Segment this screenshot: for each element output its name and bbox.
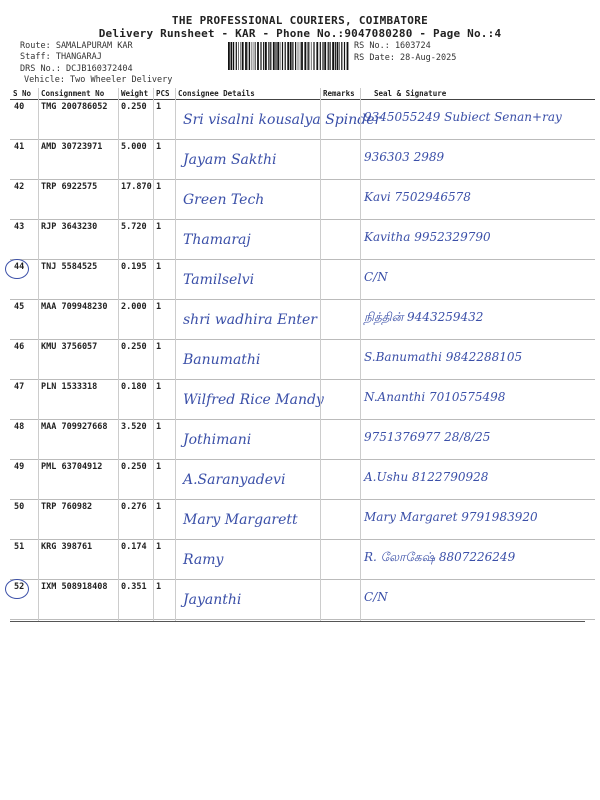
remarks-cell <box>320 500 360 540</box>
consignee-name: Jothimani <box>183 432 252 448</box>
remarks-cell <box>320 540 360 580</box>
consignee-name: Banumathi <box>183 352 261 368</box>
pcs-value: 1 <box>156 102 162 112</box>
table-bottom-rule <box>10 621 585 622</box>
sno-cell: 47 <box>14 382 25 392</box>
sno-cell: 45 <box>14 302 25 312</box>
weight-value: 0.250 <box>121 462 147 472</box>
consignee-name: Tamilselvi <box>183 272 255 288</box>
weight-value: 0.174 <box>121 542 147 552</box>
signature-note: 9345055249 Subiect Senan+ray <box>364 110 562 124</box>
table-row <box>10 460 595 500</box>
col-seal: Seal & Signature <box>360 88 595 100</box>
remarks-cell <box>320 460 360 500</box>
remarks-cell <box>320 100 360 140</box>
consignee-name: Jayam Sakthi <box>183 152 277 168</box>
signature-note: R. லோகேஷ் 8807226249 <box>364 550 516 564</box>
rs-number: RS No.: 1603724 <box>354 41 431 51</box>
signature-note: Kavitha 9952329790 <box>364 230 491 244</box>
consignment-number: KRG 398761 <box>41 542 93 552</box>
remarks-cell <box>320 300 360 340</box>
consignee-name: shri wadhira Enter <box>183 312 317 328</box>
consignee-name: Green Tech <box>183 192 265 208</box>
sno-cell: 42 <box>14 182 25 192</box>
col-weight: Weight <box>118 88 153 100</box>
pcs-value: 1 <box>156 382 162 392</box>
consignment-number: MAA 709927668 <box>41 422 108 432</box>
consignment-number: RJP 3643230 <box>41 222 98 232</box>
pcs-value: 1 <box>156 142 162 152</box>
sno-cell: 40 <box>14 102 25 112</box>
sno-cell: 43 <box>14 222 25 232</box>
remarks-cell <box>320 140 360 180</box>
weight-value: 0.276 <box>121 502 147 512</box>
pcs-value: 1 <box>156 462 162 472</box>
weight-value: 0.351 <box>121 582 147 592</box>
weight-value: 0.250 <box>121 342 147 352</box>
consignee-name: Mary Margarett <box>183 512 298 528</box>
table-row <box>10 220 595 260</box>
pcs-value: 1 <box>156 582 162 592</box>
col-sno: S No <box>10 88 38 100</box>
consignee-name: Thamaraj <box>183 232 251 248</box>
table-row <box>10 180 595 220</box>
runsheet-table <box>10 88 595 620</box>
runsheet-subtitle: Delivery Runsheet - KAR - Phone No.:9047080280 - Page No.:4 <box>98 27 502 40</box>
consignee-name: Sri visalni kousalya Spinder <box>183 112 382 128</box>
sno-cell: 46 <box>14 342 25 352</box>
consignment-number: KMU 3756057 <box>41 342 98 352</box>
rs-date: RS Date: 28-Aug-2025 <box>354 53 457 63</box>
remarks-cell <box>320 340 360 380</box>
table-row <box>10 100 595 140</box>
circle-mark-44 <box>5 259 29 279</box>
table-row <box>10 260 595 300</box>
sno-cell: 44 <box>14 262 25 272</box>
sno-cell: 49 <box>14 462 25 472</box>
pcs-value: 1 <box>156 182 162 192</box>
barcode-image <box>228 42 350 70</box>
staff-label: Staff: THANGARAJ <box>20 52 102 62</box>
signature-note: S.Banumathi 9842288105 <box>364 350 523 364</box>
remarks-cell <box>320 220 360 260</box>
weight-value: 0.180 <box>121 382 147 392</box>
table-row <box>10 140 595 180</box>
pcs-value: 1 <box>156 222 162 232</box>
col-consignment: Consignment No <box>38 88 118 100</box>
consignment-number: IXM 508918408 <box>41 582 108 592</box>
remarks-cell <box>320 420 360 460</box>
consignee-name: Jayanthi <box>183 592 242 608</box>
col-pcs: PCS <box>153 88 175 100</box>
consignment-number: MAA 709948230 <box>41 302 108 312</box>
consignee-name: Wilfred Rice Mandy <box>183 392 324 408</box>
pcs-value: 1 <box>156 262 162 272</box>
signature-note: 9751376977 28/8/25 <box>364 430 491 444</box>
consignment-number: PML 63704912 <box>41 462 103 472</box>
signature-note: N.Ananthi 7010575498 <box>364 390 506 404</box>
sno-cell: 52 <box>14 582 25 592</box>
pcs-value: 1 <box>156 502 162 512</box>
consignment-number: TNJ 5584525 <box>41 262 98 272</box>
pcs-value: 1 <box>156 342 162 352</box>
signature-note: Kavi 7502946578 <box>364 190 471 204</box>
table-row <box>10 540 595 580</box>
consignee-name: A.Saranyadevi <box>183 472 286 488</box>
weight-value: 5.000 <box>121 142 147 152</box>
consignee-name: Ramy <box>183 552 224 568</box>
signature-note: நித்தின் 9443259432 <box>364 310 484 324</box>
table-row <box>10 380 595 420</box>
weight-value: 0.195 <box>121 262 147 272</box>
sno-cell: 41 <box>14 142 25 152</box>
pcs-value: 1 <box>156 542 162 552</box>
consignment-number: TRP 760982 <box>41 502 93 512</box>
table-header-row <box>10 88 595 100</box>
vehicle-label: Vehicle: Two Wheeler Delivery <box>24 75 173 85</box>
weight-value: 5.720 <box>121 222 147 232</box>
weight-value: 0.250 <box>121 102 147 112</box>
circle-mark-52 <box>5 579 29 599</box>
signature-note: C/N <box>364 590 388 604</box>
signature-note: 936303 2989 <box>364 150 445 164</box>
consignment-number: AMD 30723971 <box>41 142 103 152</box>
table-row <box>10 300 595 340</box>
table-row <box>10 340 595 380</box>
signature-note: A.Ushu 8122790928 <box>364 470 489 484</box>
col-remarks: Remarks <box>320 88 360 100</box>
remarks-cell <box>320 580 360 620</box>
remarks-cell <box>320 380 360 420</box>
sno-cell: 50 <box>14 502 25 512</box>
weight-value: 3.520 <box>121 422 147 432</box>
table-row <box>10 500 595 540</box>
remarks-cell <box>320 180 360 220</box>
company-title: THE PROFESSIONAL COURIERS, COIMBATORE <box>171 14 429 27</box>
consignment-number: TRP 6922575 <box>41 182 98 192</box>
sno-cell: 48 <box>14 422 25 432</box>
sno-cell: 51 <box>14 542 25 552</box>
col-consignee: Consignee Details <box>175 88 320 100</box>
consignment-number: TMG 200786052 <box>41 102 108 112</box>
signature-note: C/N <box>364 270 388 284</box>
table-row <box>10 420 595 460</box>
pcs-value: 1 <box>156 422 162 432</box>
table-row <box>10 580 595 620</box>
remarks-cell <box>320 260 360 300</box>
weight-value: 17.870 <box>121 182 152 192</box>
drs-number: DRS No.: DCJB160372404 <box>20 64 133 74</box>
route-label: Route: SAMALAPURAM KAR <box>20 41 133 51</box>
signature-note: Mary Margaret 9791983920 <box>364 510 538 524</box>
pcs-value: 1 <box>156 302 162 312</box>
consignment-number: PLN 1533318 <box>41 382 98 392</box>
weight-value: 2.000 <box>121 302 147 312</box>
